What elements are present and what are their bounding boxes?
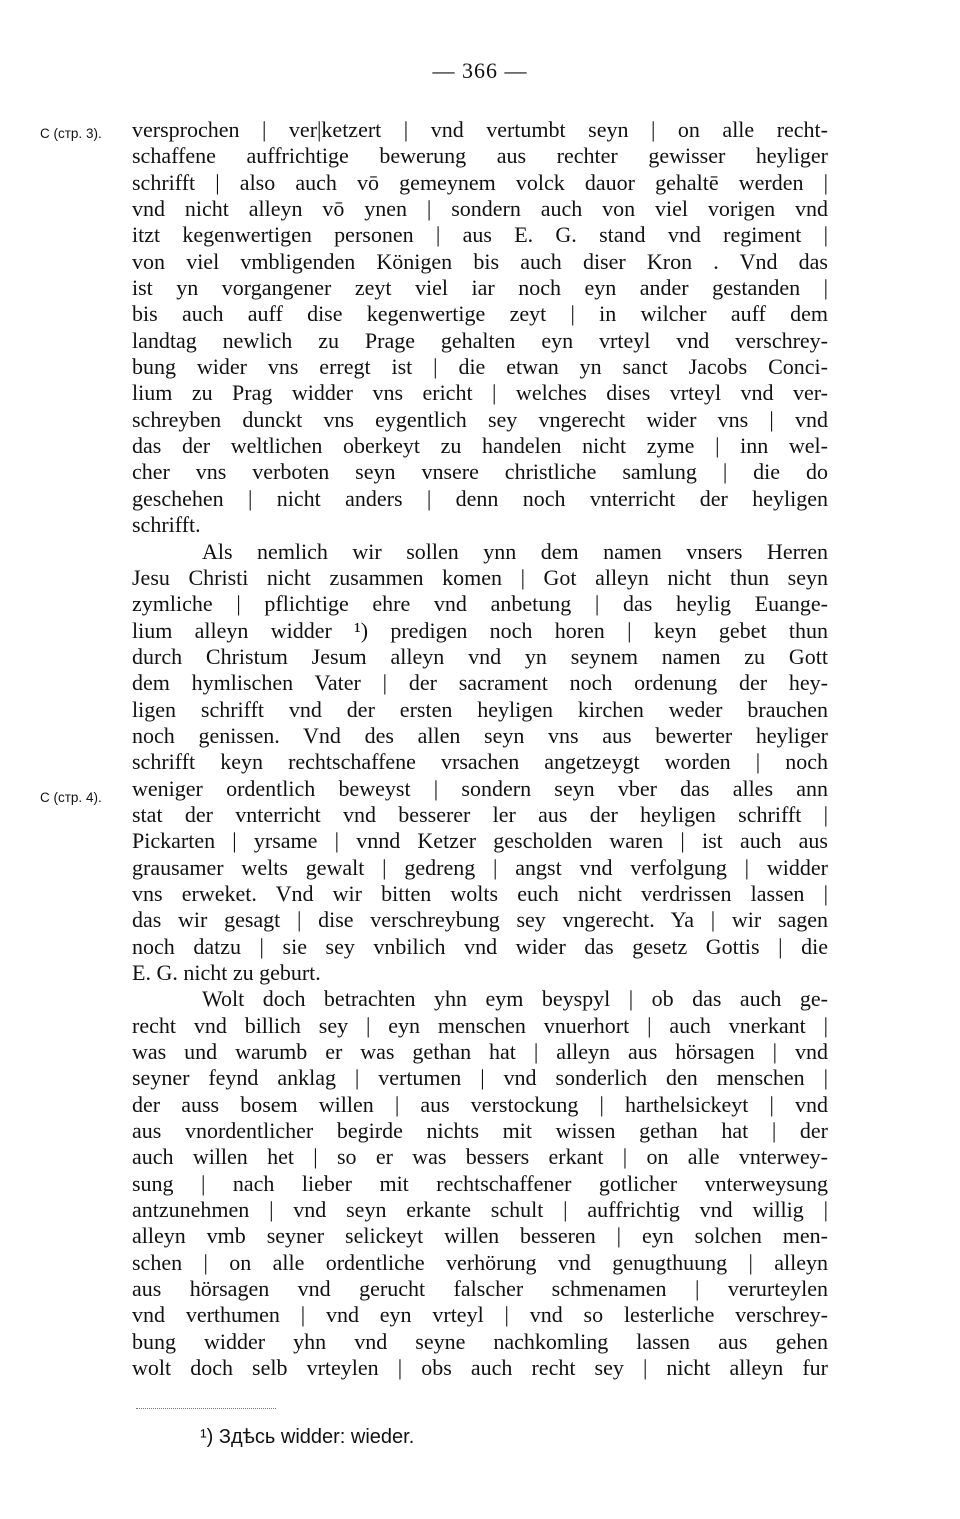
text-line: schen | on alle ordentliche verhörung vnd genugthuung | alleyn	[132, 1249, 828, 1275]
text-line: sung | nach lieber mit rechtschaffener gotlicher vnterweysung	[132, 1170, 828, 1196]
text-line: recht vnd billich sey | eyn menschen vnuerhort | auch vnerkant |	[132, 1012, 828, 1038]
text-line: schrifft | also auch vō gemeynem volck dauor gehaltē werden |	[132, 169, 828, 195]
text-line: Als nemlich wir sollen ynn dem namen vnsers Herren	[202, 538, 828, 564]
text-line: ligen schrifft vnd der ersten heyligen kirchen weder brauchen	[132, 696, 828, 722]
footnote-text: Здѣсь widder: wieder.	[218, 1426, 415, 1448]
text-line: weniger ordentlich beweyst | sondern seyn vber das alles ann	[132, 775, 828, 801]
text-line: Jesu Christi nicht zusammen komen | Got alleyn nicht thun seyn	[132, 564, 828, 590]
body-text	[132, 117, 828, 1382]
text-line: aus vnordentlicher begirde nichts mit wissen gethan hat | der	[132, 1118, 828, 1144]
margin-note-page-ref: С (стр. 3).	[40, 126, 102, 141]
text-line: noch genissen. Vnd des allen seyn vns aus bewerter heyliger	[132, 722, 828, 748]
text-line: geschehen | nicht anders | denn noch vnterricht der heyligen	[132, 485, 828, 511]
margin-note-page-ref: С (стр. 4).	[40, 790, 102, 805]
text-line: landtag newlich zu Prage gehalten eyn vrteyl vnd verschrey-	[132, 327, 828, 353]
text-line: schaffene auffrichtige bewerung aus rechter gewisser heyliger	[132, 143, 828, 169]
text-line: vnd nicht alleyn vō ynen | sondern auch von viel vorigen vnd	[132, 196, 828, 222]
text-line: der auss bosem willen | aus verstockung | harthelsickeyt | vnd	[132, 1091, 828, 1117]
text-line: schreyben dunckt vns eygentlich sey vngerecht wider vns | vnd	[132, 406, 828, 432]
text-line: E. G. nicht zu geburt.	[132, 960, 321, 985]
text-line: das wir gesagt | dise verschreybung sey vngerecht. Ya | wir sagen	[132, 907, 828, 933]
text-line: durch Christum Jesum alleyn vnd yn seynem namen zu Gott	[132, 643, 828, 669]
text-line: das der weltlichen oberkeyt zu handelen nicht zyme | inn wel-	[132, 433, 828, 459]
text-line: grausamer welts gewalt | gedreng | angst vnd verfolgung | widder	[132, 854, 828, 880]
page-number: — 366 —	[432, 58, 528, 83]
text-line: versprochen | ver|ketzert | vnd vertumbt seyn | on alle recht-	[132, 117, 828, 142]
footnote-marker: ¹)	[200, 1426, 214, 1448]
text-line: schrifft.	[132, 512, 201, 538]
text-line: auch willen het | so er was bessers erkant | on alle vnterwey-	[132, 1144, 828, 1170]
text-line: schrifft keyn rechtschaffene vrsachen angetzeygt worden | noch	[132, 749, 828, 775]
text-line: Pickarten | yrsame | vnnd Ketzer gescholden waren | ist auch aus	[132, 828, 828, 854]
text-line: lium alleyn widder ¹) predigen noch horen | keyn gebet thun	[132, 617, 828, 643]
text-line: bung wider vns erregt ist | die etwan yn sanct Jacobs Conci-	[132, 354, 828, 380]
text-line: cher vns verboten seyn vnsere christliche samlung | die do	[132, 459, 828, 485]
text-line: bis auch auff dise kegenwertige zeyt | in wilcher auff dem	[132, 301, 828, 327]
text-line: ist yn vorgangener zeyt viel iar noch eyn ander gestanden |	[132, 275, 828, 301]
text-line: noch datzu | sie sey vnbilich vnd wider das gesetz Gottis | die	[132, 933, 828, 959]
text-line: vnd verthumen | vnd eyn vrteyl | vnd so lesterliche verschrey-	[132, 1302, 828, 1328]
text-line: von viel vmbligenden Königen bis auch diser Kron . Vnd das	[132, 248, 828, 274]
text-line: aus hörsagen vnd gerucht falscher schmenamen | verurteylen	[132, 1276, 828, 1302]
footnote-separator	[136, 1408, 276, 1409]
text-line: lium zu Prag widder vns ericht | welches dises vrteyl vnd ver-	[132, 380, 828, 406]
text-line: was und warumb er was gethan hat | alleyn aus hörsagen | vnd	[132, 1039, 828, 1065]
text-line: dem hymlischen Vater | der sacrament noch ordenung der hey-	[132, 670, 828, 696]
text-line: wolt doch selb vrteylen | obs auch recht sey | nicht alleyn fur	[132, 1355, 828, 1381]
text-line: alleyn vmb seyner selickeyt willen besseren | eyn solchen men-	[132, 1223, 828, 1249]
text-line: bung widder yhn vnd seyne nachkomling lassen aus gehen	[132, 1328, 828, 1354]
footnote	[200, 1426, 414, 1449]
text-line: seyner feynd anklag | vertumen | vnd sonderlich den menschen |	[132, 1065, 828, 1091]
text-line: itzt kegenwertigen personen | aus E. G. stand vnd regiment |	[132, 222, 828, 248]
text-line: stat der vnterricht vnd besserer ler aus der heyligen schrifft |	[132, 801, 828, 827]
text-line: zymliche | pflichtige ehre vnd anbetung | das heylig Euange-	[132, 591, 828, 617]
text-line: vns erweket. Vnd wir bitten wolts euch nicht verdrissen lassen |	[132, 880, 828, 906]
text-line: antzunehmen | vnd seyn erkante schult | auffrichtig vnd willig |	[132, 1197, 828, 1223]
text-line: Wolt doch betrachten yhn eym beyspyl | ob das auch ge-	[202, 986, 828, 1012]
